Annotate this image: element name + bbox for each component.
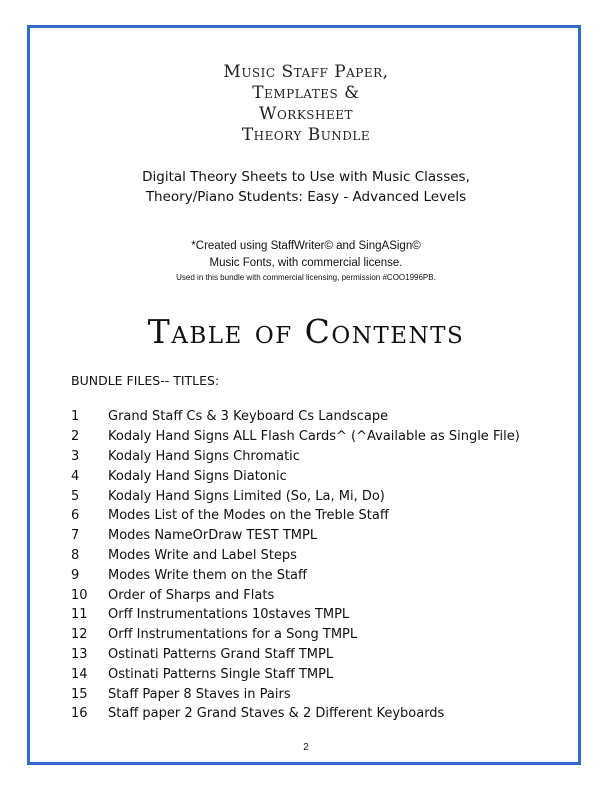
- file-title: Modes Write and Label Steps: [108, 547, 297, 563]
- file-title: Orff Instrumentations for a Song TMPL: [108, 627, 358, 643]
- file-title: Kodaly Hand Signs Diatonic: [108, 468, 287, 484]
- file-list-item: [71, 565, 520, 585]
- file-title: Modes NameOrDraw TEST TMPL: [108, 528, 318, 544]
- file-title: Modes List of the Modes on the Treble Staff: [108, 508, 389, 524]
- file-list-item: [71, 447, 520, 467]
- file-title: Kodaly Hand Signs Limited (So, La, Mi, Do): [108, 488, 385, 504]
- credit-line: *Created using StaffWriter© and SingASign©: [191, 240, 421, 252]
- file-number: 12: [71, 627, 88, 643]
- font-credit: [0, 238, 612, 283]
- file-list-item: [71, 664, 520, 684]
- file-list-item: [71, 605, 520, 625]
- file-list: [71, 407, 520, 724]
- file-list-item: [71, 684, 520, 704]
- file-list-item: [71, 625, 520, 645]
- file-title: Kodaly Hand Signs ALL Flash Cards^ (^Available as Single File): [108, 429, 520, 445]
- file-title: Staff Paper 8 Staves in Pairs: [108, 686, 291, 702]
- title-line: Music Staff Paper,: [223, 62, 389, 82]
- file-number: 14: [71, 666, 88, 682]
- file-number: 15: [71, 686, 88, 702]
- file-number: 11: [71, 607, 88, 623]
- file-number: 6: [71, 508, 80, 524]
- license-note: Used in this bundle with commercial licensing, permission #COO1996PB.: [176, 273, 436, 282]
- file-list-item: [71, 466, 520, 486]
- file-number: 13: [71, 646, 88, 662]
- file-list-item: [71, 427, 520, 447]
- file-number: 5: [71, 488, 80, 504]
- file-title: Ostinati Patterns Grand Staff TMPL: [108, 646, 334, 662]
- page-number: 2: [303, 742, 309, 753]
- file-title: Grand Staff Cs & 3 Keyboard Cs Landscape: [108, 409, 389, 425]
- file-number: 4: [71, 468, 80, 484]
- file-title: Modes Write them on the Staff: [108, 567, 307, 583]
- title-line: Templates &: [252, 83, 360, 103]
- title-line: Worksheet: [258, 104, 354, 124]
- toc-heading: Table of Contents: [147, 312, 465, 351]
- file-number: 10: [71, 587, 88, 603]
- file-number: 16: [71, 706, 88, 722]
- subtitle: [0, 167, 612, 207]
- file-list-item: [71, 645, 520, 665]
- bundle-files-label: BUNDLE FILES-- TITLES:: [71, 373, 220, 388]
- subtitle-line: Theory/Piano Students: Easy - Advanced Levels: [145, 189, 467, 205]
- document-title: [0, 62, 612, 146]
- file-number: 7: [71, 528, 80, 544]
- file-title: Order of Sharps and Flats: [108, 587, 275, 603]
- file-list-item: [71, 585, 520, 605]
- file-number: 1: [71, 409, 80, 425]
- file-list-item: [71, 407, 520, 427]
- file-title: Kodaly Hand Signs Chromatic: [108, 448, 300, 464]
- credit-line: Music Fonts, with commercial license.: [209, 257, 403, 269]
- title-line: Theory Bundle: [241, 125, 371, 145]
- file-number: 8: [71, 547, 80, 563]
- file-title: Orff Instrumentations 10staves TMPL: [108, 607, 350, 623]
- file-number: 2: [71, 429, 80, 445]
- file-list-item: [71, 486, 520, 506]
- file-list-item: [71, 526, 520, 546]
- file-list-item: [71, 546, 520, 566]
- file-list-item: [71, 704, 520, 724]
- file-list-item: [71, 506, 520, 526]
- subtitle-line: Digital Theory Sheets to Use with Music Classes,: [142, 169, 470, 185]
- file-number: 9: [71, 567, 80, 583]
- file-number: 3: [71, 448, 80, 464]
- file-title: Ostinati Patterns Single Staff TMPL: [108, 666, 334, 682]
- file-title: Staff paper 2 Grand Staves & 2 Different Keyboards: [108, 706, 445, 722]
